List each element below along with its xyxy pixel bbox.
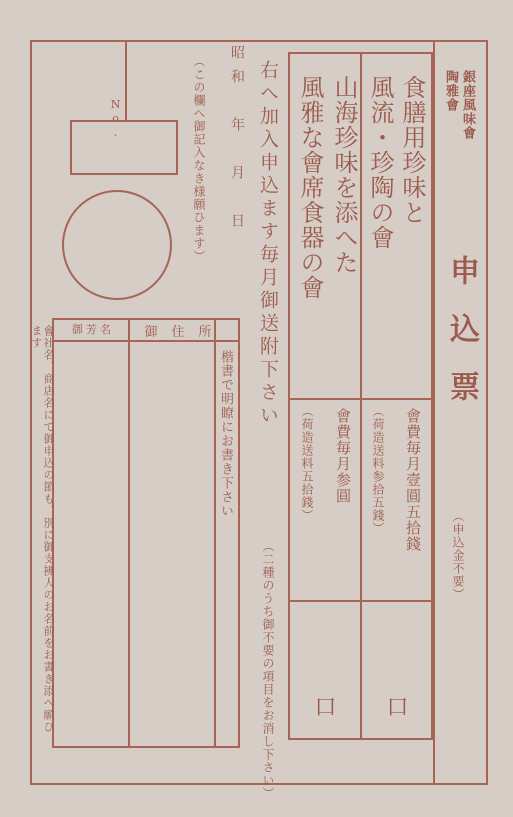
form-title: 申込票 [444, 255, 479, 429]
address-header-divider [52, 340, 240, 342]
name-header: 御芳名 [72, 323, 114, 336]
item1-checkbox[interactable]: 口 [383, 695, 408, 718]
header-divider [433, 40, 435, 785]
item2-name-line1: 山海珍味を添へた [330, 75, 358, 275]
seal-circle [62, 190, 172, 300]
number-label: No. [109, 98, 122, 140]
fee-row-divider [288, 398, 433, 400]
address-note: 楷書で明瞭にお書き下さい [218, 350, 233, 518]
checkbox-row-divider [288, 600, 433, 602]
org-name-line1: 銀座風味會 [460, 70, 475, 140]
item2-checkbox[interactable]: 口 [311, 695, 336, 718]
item1-fee: 會費毎月壹圓五拾錢 [404, 408, 422, 552]
items-divider [360, 52, 362, 740]
instruction-text: 右へ加入申込ます毎月御送附下さい [257, 60, 279, 428]
item1-name-line2: 風流・珍陶の會 [366, 75, 394, 250]
date-label: 昭和 年 月 日 [229, 45, 245, 237]
instruction-note: （二種のうち御不要の項目をお消し下さい） [261, 540, 275, 800]
item2-fee: 會費毎月参圓 [334, 408, 352, 504]
address-header: 御住所 [144, 325, 226, 340]
item1-name-line1: 食膳用珍味と [398, 75, 426, 225]
address-field[interactable] [131, 343, 213, 746]
item2-fee-note: （荷造送料五拾錢） [300, 405, 314, 522]
side-note: 會社名、商店名にて御申込の節も、別に御支拂人のお名前をお書き添へ願ひます [29, 325, 55, 733]
blank-note: （この欄へ御記入なき様願ひます） [192, 55, 206, 263]
org-name-line2: 陶雅會 [443, 70, 458, 112]
number-line [125, 42, 127, 122]
address-col-divider [128, 318, 130, 748]
item1-fee-note: （荷造送料参拾五錢） [371, 405, 385, 535]
address-inner-divider [214, 318, 216, 748]
item2-name-line2: 風雅な會席食器の會 [296, 75, 324, 300]
form-title-note: （申込金不要） [451, 510, 465, 601]
name-field[interactable] [55, 343, 127, 746]
number-box [70, 120, 178, 175]
